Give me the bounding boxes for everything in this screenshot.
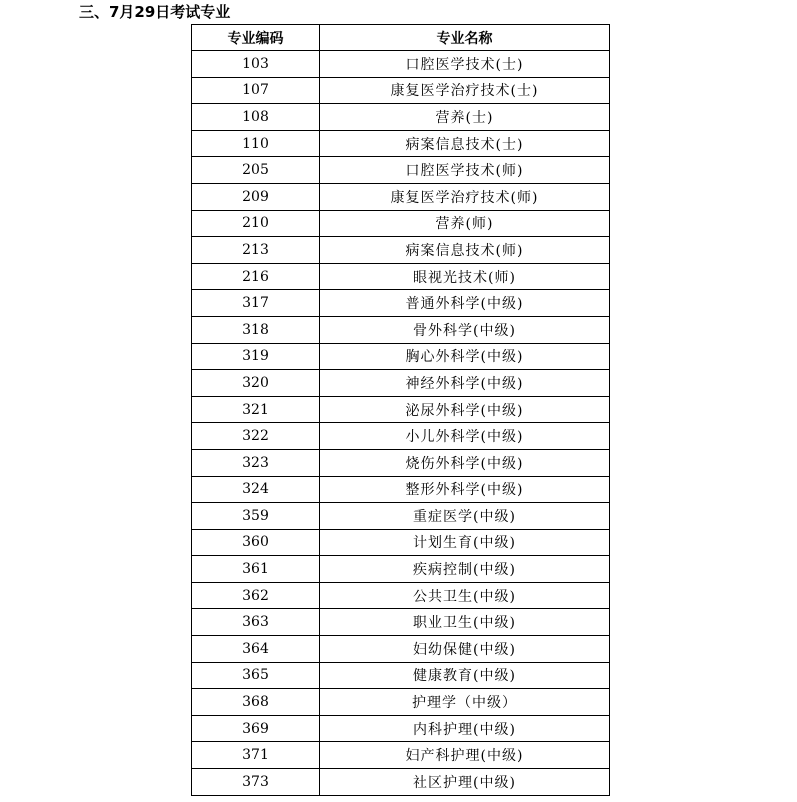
major-code-cell: 361	[192, 556, 320, 583]
major-code-cell: 324	[192, 476, 320, 503]
major-code-cell: 209	[192, 183, 320, 210]
majors-table	[191, 24, 610, 796]
major-name-cell: 社区护理(中级)	[320, 769, 610, 796]
major-code-cell: 363	[192, 609, 320, 636]
table-row	[192, 476, 610, 503]
table-row	[192, 290, 610, 317]
major-code-cell: 365	[192, 662, 320, 689]
major-code-cell: 110	[192, 130, 320, 157]
major-code-cell: 103	[192, 51, 320, 78]
major-name-cell: 病案信息技术(士)	[320, 130, 610, 157]
major-code-cell: 322	[192, 423, 320, 450]
major-name-cell: 职业卫生(中级)	[320, 609, 610, 636]
table-row	[192, 689, 610, 716]
major-name-cell: 小儿外科学(中级)	[320, 423, 610, 450]
table-row	[192, 51, 610, 78]
major-name-cell: 康复医学治疗技术(士)	[320, 77, 610, 104]
major-code-cell: 216	[192, 263, 320, 290]
table-row	[192, 556, 610, 583]
major-code-cell: 213	[192, 237, 320, 264]
major-name-cell: 神经外科学(中级)	[320, 370, 610, 397]
major-name-cell: 护理学（中级）	[320, 689, 610, 716]
major-name-cell: 营养(士)	[320, 104, 610, 131]
table-row	[192, 237, 610, 264]
major-code-cell: 319	[192, 343, 320, 370]
table-row	[192, 742, 610, 769]
major-code-cell: 368	[192, 689, 320, 716]
major-name-cell: 骨外科学(中级)	[320, 316, 610, 343]
table-row	[192, 715, 610, 742]
table-row	[192, 316, 610, 343]
major-code-cell: 371	[192, 742, 320, 769]
table-row	[192, 423, 610, 450]
major-name-cell: 口腔医学技术(师)	[320, 157, 610, 184]
major-name-cell: 口腔医学技术(士)	[320, 51, 610, 78]
major-code-cell: 205	[192, 157, 320, 184]
major-code-cell: 373	[192, 769, 320, 796]
major-code-cell: 108	[192, 104, 320, 131]
major-code-cell: 364	[192, 636, 320, 663]
major-code-cell: 359	[192, 503, 320, 530]
table-row	[192, 77, 610, 104]
table-row	[192, 662, 610, 689]
major-name-cell: 疾病控制(中级)	[320, 556, 610, 583]
major-name-cell: 计划生育(中级)	[320, 529, 610, 556]
column-header-code: 专业编码	[192, 25, 320, 51]
table-row	[192, 157, 610, 184]
table-row	[192, 503, 610, 530]
table-row	[192, 183, 610, 210]
table-row	[192, 104, 610, 131]
major-code-cell: 321	[192, 396, 320, 423]
major-code-cell: 323	[192, 449, 320, 476]
table-row	[192, 210, 610, 237]
major-code-cell: 107	[192, 77, 320, 104]
major-code-cell: 320	[192, 370, 320, 397]
major-name-cell: 健康教育(中级)	[320, 662, 610, 689]
table-row	[192, 529, 610, 556]
major-code-cell: 369	[192, 715, 320, 742]
major-name-cell: 康复医学治疗技术(师)	[320, 183, 610, 210]
table-row	[192, 130, 610, 157]
table-header-row	[192, 25, 610, 51]
major-code-cell: 318	[192, 316, 320, 343]
table-row	[192, 636, 610, 663]
table-row	[192, 263, 610, 290]
major-code-cell: 210	[192, 210, 320, 237]
major-name-cell: 泌尿外科学(中级)	[320, 396, 610, 423]
major-name-cell: 整形外科学(中级)	[320, 476, 610, 503]
table-row	[192, 370, 610, 397]
table-row	[192, 609, 610, 636]
major-code-cell: 360	[192, 529, 320, 556]
major-name-cell: 普通外科学(中级)	[320, 290, 610, 317]
major-name-cell: 眼视光技术(师)	[320, 263, 610, 290]
table-body	[192, 51, 610, 796]
major-name-cell: 烧伤外科学(中级)	[320, 449, 610, 476]
major-name-cell: 内科护理(中级)	[320, 715, 610, 742]
major-code-cell: 317	[192, 290, 320, 317]
major-name-cell: 妇产科护理(中级)	[320, 742, 610, 769]
table-row	[192, 396, 610, 423]
major-name-cell: 重症医学(中级)	[320, 503, 610, 530]
major-name-cell: 妇幼保健(中级)	[320, 636, 610, 663]
table-row	[192, 449, 610, 476]
major-name-cell: 营养(师)	[320, 210, 610, 237]
column-header-name: 专业名称	[320, 25, 610, 51]
table-row	[192, 582, 610, 609]
major-code-cell: 362	[192, 582, 320, 609]
table-row	[192, 769, 610, 796]
major-name-cell: 胸心外科学(中级)	[320, 343, 610, 370]
major-name-cell: 公共卫生(中级)	[320, 582, 610, 609]
major-name-cell: 病案信息技术(师)	[320, 237, 610, 264]
table-row	[192, 343, 610, 370]
section-heading: 三、7月29日考试专业	[79, 3, 231, 21]
